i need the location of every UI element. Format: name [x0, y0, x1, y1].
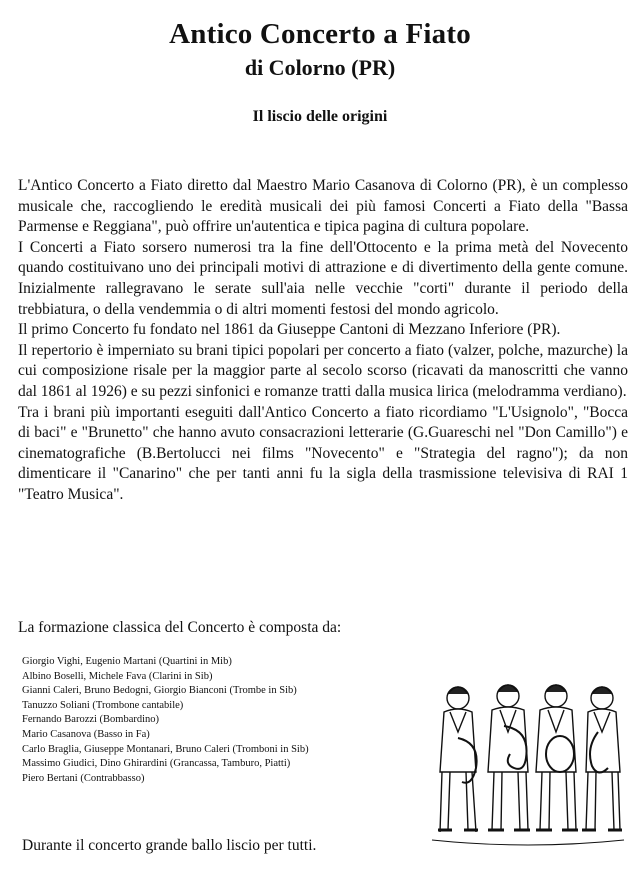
list-item: Carlo Braglia, Giuseppe Montanari, Bruno Caleri (Tromboni in Sib): [22, 743, 309, 755]
paragraph: I Concerti a Fiato sorsero numerosi tra la fine dell'Ottocento e la prima metà del Novecento quando costituivano uno dei principali motivi di attrazione e di divertimento della gente comune. Inizialmente rallegravano le serate sull'aia nelle vecchie "corti" durante il periodo della trebbiatura, o della vendemmia o di altri momenti festosi del mondo agricolo.: [18, 238, 628, 318]
paragraph: Tra i brani più importanti eseguiti dall'Antico Concerto a fiato ricordiamo "L'Usignolo", "Bocca di baci" e "Brunetto" che hanno avuto consacrazioni letterarie (G.Guareschi nel "Don Camillo") e cinematografiche (B.Bertolucci nei films "Novecento" e "Strategia del ragno"); da non dimenticare il "Canarino" che per tanti anni fu la sigla della trasmissione televisiva di RAI 1 "Teatro Musica".: [18, 403, 628, 503]
paragraph: L'Antico Concerto a Fiato diretto dal Maestro Mario Casanova di Colorno (PR), è un complesso musicale che, raccogliendo le eredità musicali dei più famosi Concerti a Fiato della "Bassa Parmense e Reggiana", può offrire un'autentica e tipica pagina di cultura popolare.: [18, 177, 628, 236]
musician-figure: [582, 687, 622, 830]
musician-figure: [536, 685, 578, 830]
closing-line: Durante il concerto grande ballo liscio per tutti.: [22, 837, 317, 854]
document-subtitle: di Colorno (PR): [244, 55, 396, 80]
document-title: Antico Concerto a Fiato: [169, 18, 471, 50]
list-item: Gianni Caleri, Bruno Bedogni, Giorgio Bianconi (Trombe in Sib): [22, 685, 297, 697]
list-intro: La formazione classica del Concerto è composta da:: [18, 619, 342, 636]
paragraph: Il repertorio è imperniato su brani tipici popolari per concerto a fiato (valzer, polche, mazurche) la cui composizione risale per la maggior parte al secolo scorso (ricavati da manoscritti che vanno dal 1861 al 1926) e su pezzi sinfonici e romanze tratti dalla musica lirica (melodramma verdiano).: [18, 341, 628, 400]
members-list: [22, 655, 422, 786]
list-item: Fernando Barozzi (Bombardino): [22, 714, 160, 726]
musician-figure: [488, 685, 530, 830]
body-text: [18, 176, 628, 506]
musician-figure: [438, 687, 478, 832]
section-heading: Il liscio delle origini: [252, 108, 388, 125]
list-item: Massimo Giudici, Dino Ghirardini (Grancassa, Tamburo, Piatti): [22, 758, 291, 770]
musicians-illustration: [428, 668, 628, 858]
list-item: Giorgio Vighi, Eugenio Martani (Quartini in Mib): [22, 656, 232, 667]
list-item: Mario Casanova (Basso in Fa): [22, 728, 150, 740]
list-item: Albino Boselli, Michele Fava (Clarini in Sib): [22, 670, 213, 682]
list-item: Tanuzzo Soliani (Trombone cantabile): [22, 699, 184, 711]
paragraph: Il primo Concerto fu fondato nel 1861 da Giuseppe Cantoni di Mezzano Inferiore (PR).: [18, 321, 561, 339]
list-item: Piero Bertani (Contrabbasso): [22, 772, 145, 784]
